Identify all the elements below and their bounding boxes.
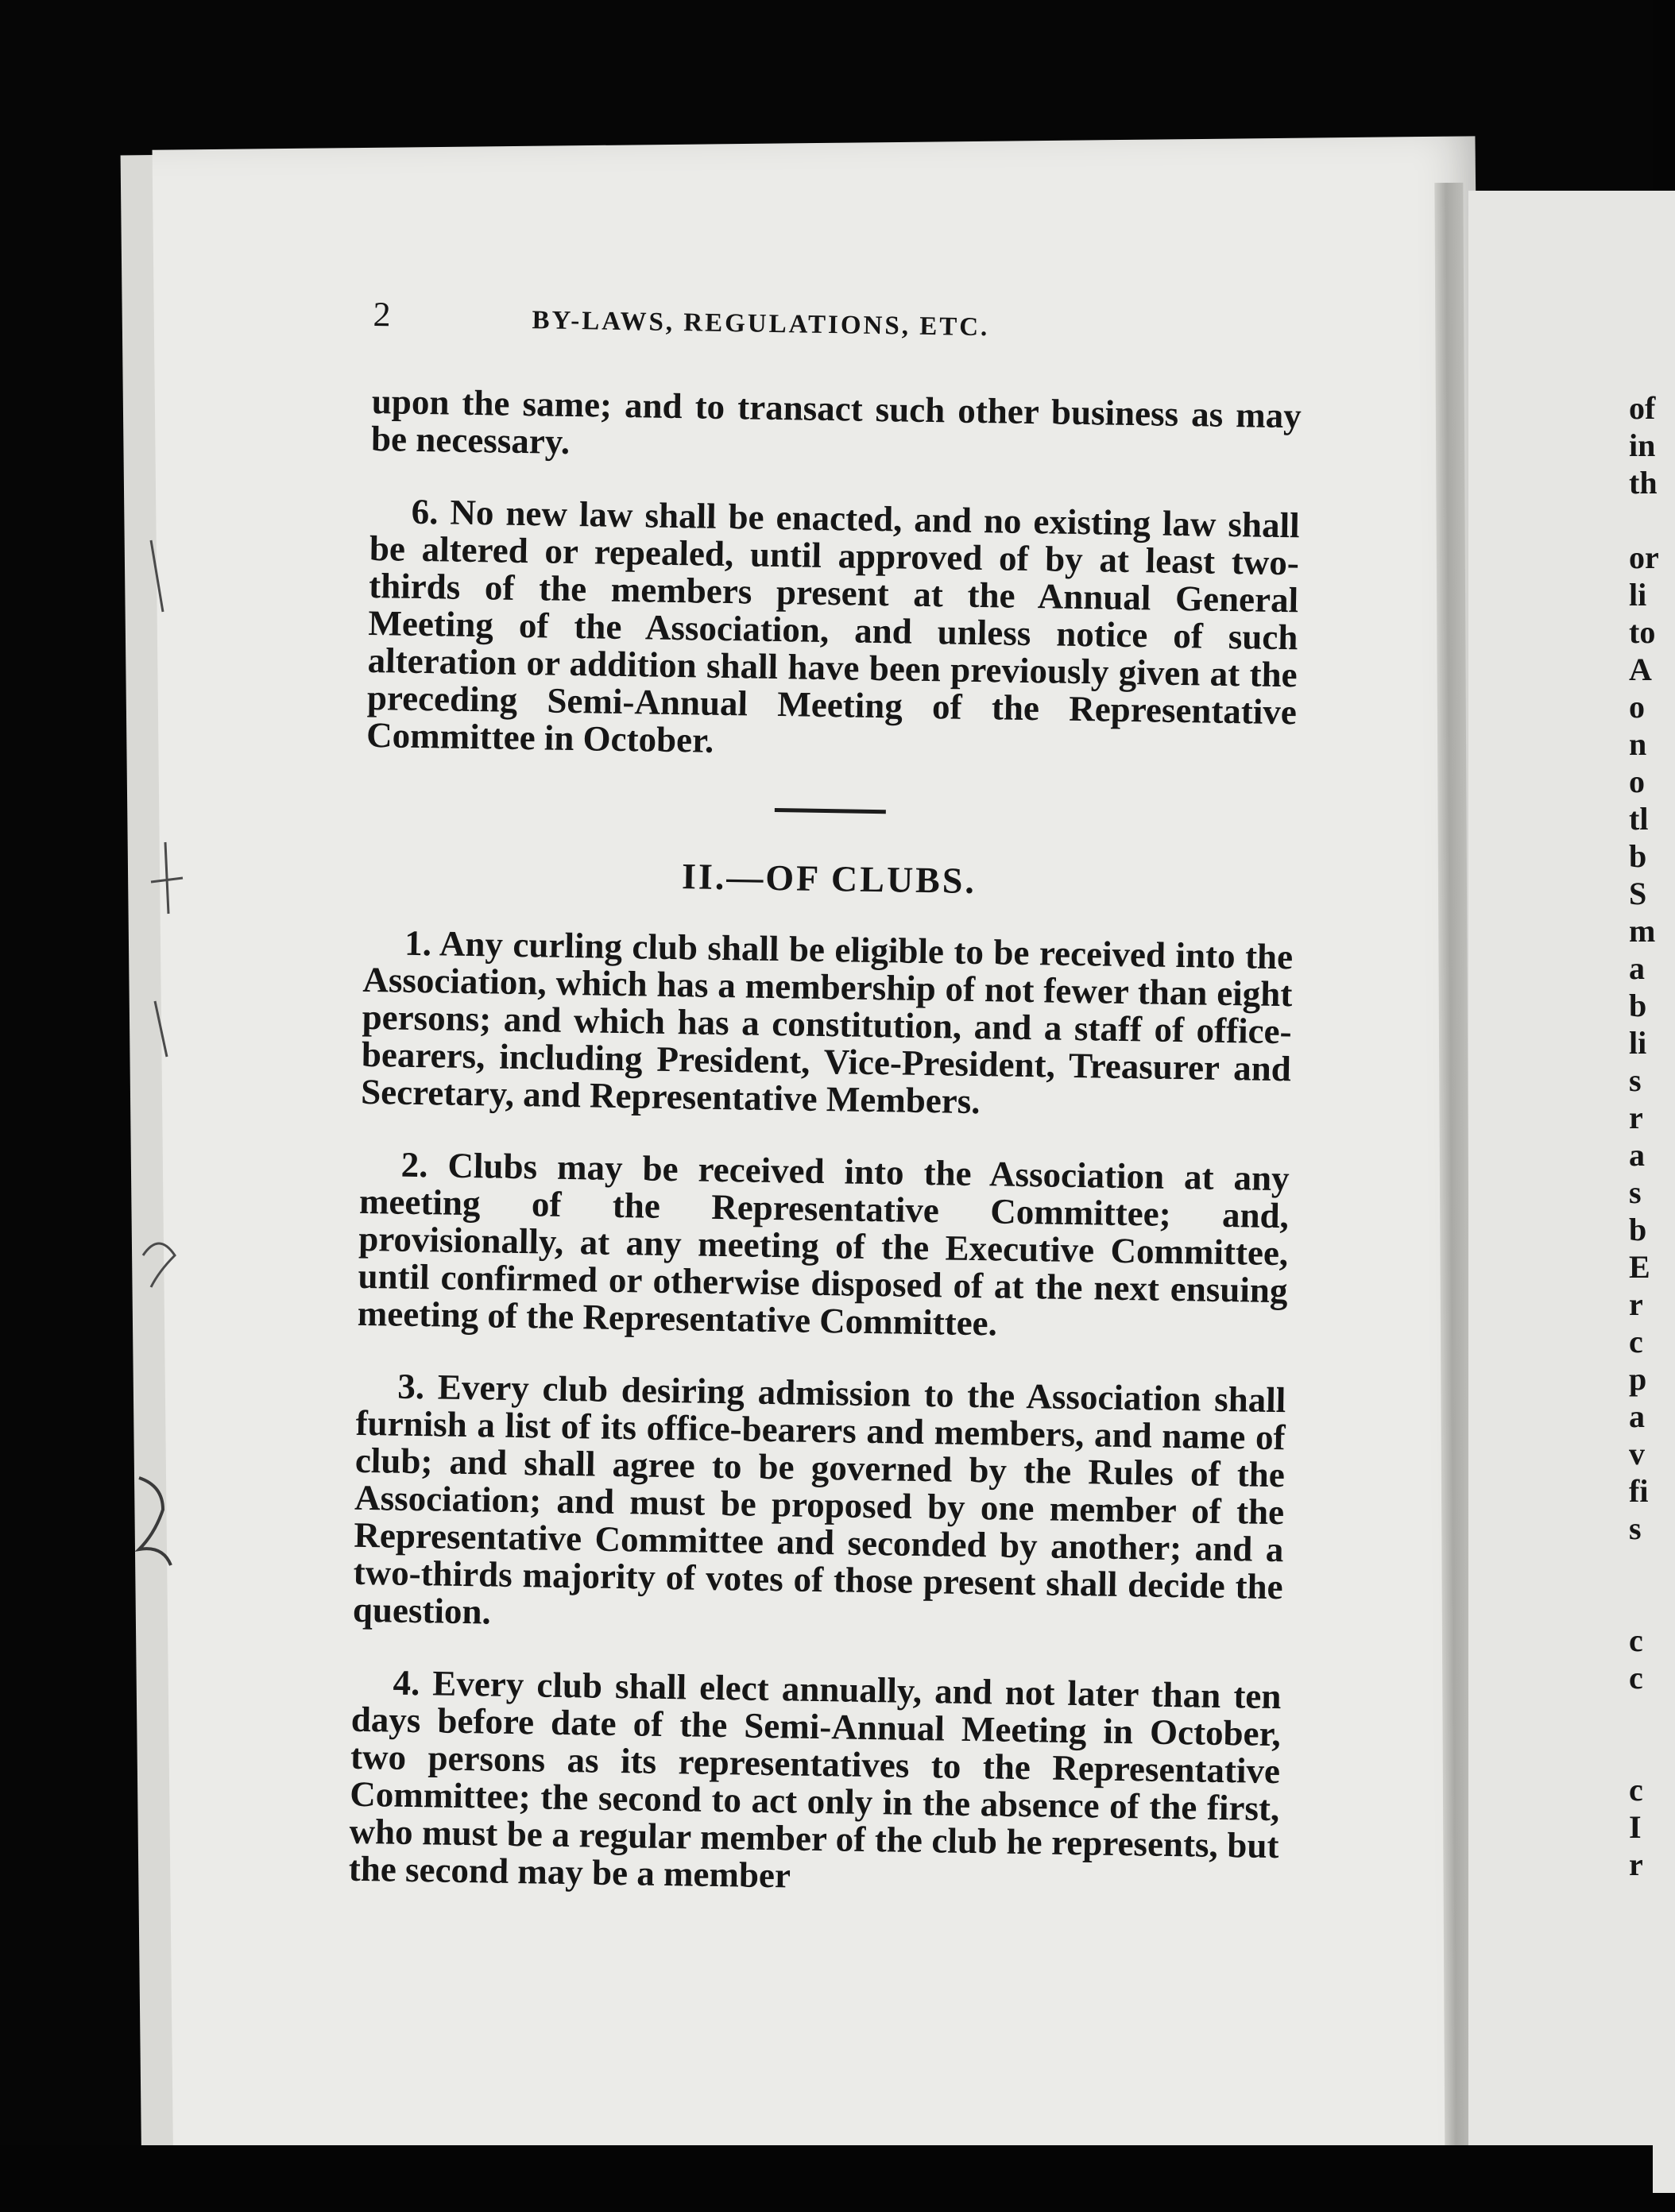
right-page-fragment: tl <box>1629 801 1649 837</box>
right-page-fragment: a <box>1629 950 1645 986</box>
right-page-fragment <box>1629 1696 1659 1734</box>
right-page-fragment: b <box>1629 838 1647 874</box>
right-page-fragment: b <box>1629 988 1647 1023</box>
paragraph-clubs-4: 4. Every club shall elect annually, and not later than ten days before date of the Semi-Annual Meeting in October, two persons as its representatives to the Representative Committee; the second to act only in the absence of the first, who must be a regular member of the club he represents, but the second may be a member <box>348 1662 1282 1896</box>
right-page-fragment: r <box>1629 1100 1643 1135</box>
right-page-fragment: a <box>1629 1137 1645 1173</box>
right-page-text-fragments <box>1629 389 1659 1883</box>
paragraph-continuation: upon the same; and to transact such other business as may be necessary. <box>370 381 1302 462</box>
right-page-fragment: m <box>1629 913 1656 949</box>
right-page-fragment: s <box>1629 1062 1642 1098</box>
right-page-fragment <box>1629 501 1659 539</box>
right-page-fragment <box>1629 1547 1659 1584</box>
right-page-fragment: c <box>1629 1622 1643 1658</box>
right-page-fragment: a <box>1629 1398 1645 1434</box>
right-page-fragment: or <box>1629 539 1659 575</box>
right-page-fragment: r <box>1629 1847 1643 1882</box>
right-page-fragment: c <box>1629 1660 1643 1696</box>
running-head-title: BY-LAWS, REGULATIONS, ETC. <box>532 306 990 342</box>
right-page-fragment: th <box>1629 465 1658 501</box>
right-page-fragment <box>1629 1734 1659 1771</box>
handwritten-pencil-marks <box>119 540 191 1851</box>
right-page-fragment <box>1629 1584 1659 1622</box>
right-page-fragment: p <box>1629 1361 1647 1397</box>
right-page-fragment: b <box>1629 1212 1647 1247</box>
right-page-fragment: E <box>1629 1249 1650 1285</box>
right-page-fragment: A <box>1629 652 1652 687</box>
right-page-fragment: li <box>1629 577 1647 613</box>
right-page-fragment: in <box>1629 427 1656 463</box>
paragraph-clubs-3: 3. Every club desiring admission to the Association shall furnish a list of its office-bearers and members, and name of club; and shall agree to be governed by the Rules of the Association; and must be proposed by one member of the Representative Committee and seconded by another; and a two-thirds majority of votes of those present shall decide the question. <box>352 1366 1286 1632</box>
right-page-fragment: I <box>1629 1809 1642 1845</box>
right-page-fragment: fi <box>1629 1473 1649 1509</box>
right-page-fragment: r <box>1629 1286 1643 1322</box>
right-page-fragment: S <box>1629 876 1647 911</box>
right-page-fragment: o <box>1629 689 1645 725</box>
right-page-fragment: s <box>1629 1174 1642 1210</box>
page-text <box>348 294 1303 1937</box>
right-page-fragment: o <box>1629 764 1645 799</box>
right-page-fragment: c <box>1629 1324 1643 1359</box>
right-page-fragment: s <box>1629 1510 1642 1546</box>
section-heading: II.—OF CLUBS. <box>681 856 977 902</box>
right-page-fragment: n <box>1629 726 1647 762</box>
right-page-fragment: c <box>1629 1772 1643 1808</box>
right-page-fragment: li <box>1629 1025 1647 1061</box>
right-page-fragment: of <box>1629 390 1656 426</box>
paragraph-law-6: 6. No new law shall be enacted, and no existing law shall be altered or repealed, until approved of by at least two-thirds of the members present at the Annual General Meeting of the Association, and unless notice of such alteration or addition shall have been previously given at the preceding Semi-Annual Meeting of the Representative Committee in October. <box>366 491 1300 760</box>
paragraph-clubs-2: 2. Clubs may be received into the Association at any meeting of the Representative Committee; and, provisionally, at any meeting of the Executive Committee, until confirmed or otherwise disposed of at the next ensuing meeting of the Representative Committee. <box>357 1144 1290 1344</box>
right-page-fragment: to <box>1629 614 1656 650</box>
section-divider-rule <box>775 808 886 814</box>
bottom-shadow <box>0 2145 1653 2212</box>
right-page-fragment: v <box>1629 1436 1645 1471</box>
paragraph-clubs-1: 1. Any curling club shall be eligible to be received into the Association, which has a membership of not fewer than eight persons; and which has a constitution, and a staff of office-bearers, including President, Vice-President, Treasurer and Secretary, and Representative Members. <box>360 922 1294 1122</box>
page-number: 2 <box>373 294 391 335</box>
